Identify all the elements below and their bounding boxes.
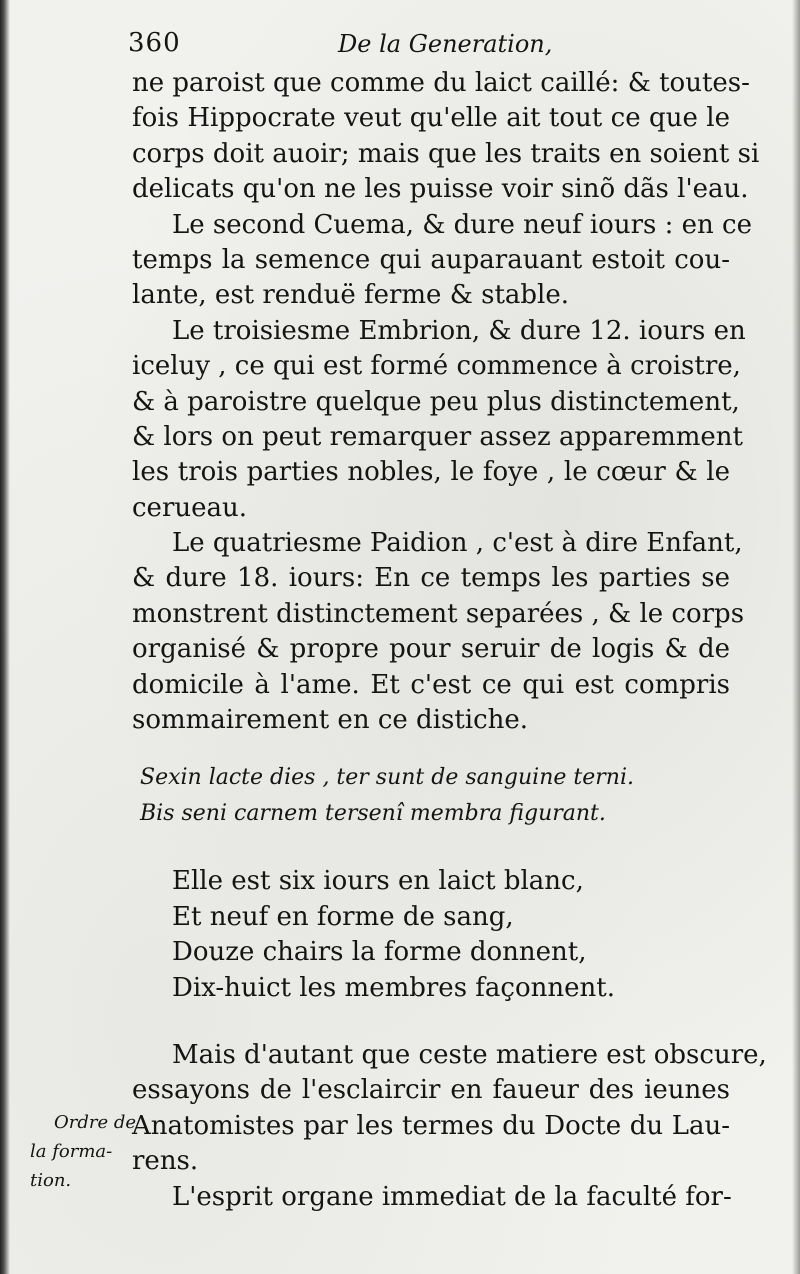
main-text [132, 66, 767, 1215]
page-binding-shadow [0, 0, 10, 1274]
french-verse-line: Douze chairs la forme donnent, [172, 937, 587, 968]
latin-verse-line: Bis seni carnem tersenî membra figurant. [140, 801, 606, 827]
spacer [132, 738, 730, 760]
text-line: iceluy , ce qui est formé commence à croistre, [132, 351, 741, 382]
text-line: Anatomistes par les termes du Docte du Lau- [132, 1110, 730, 1141]
french-verse-line: Dix-huict les membres façonnent. [172, 972, 615, 1003]
page-edge [792, 0, 800, 1274]
text-line: Le quatriesme Paidion , c'est à dire Enfant, [172, 528, 743, 559]
spacer [132, 832, 730, 864]
text-line: cerueau. [132, 492, 248, 523]
text-line: lante, est renduë ferme & stable. [132, 280, 570, 311]
text-line: fois Hippocrate veut qu'elle ait tout ce que le [132, 103, 730, 134]
text-line: Le troisiesme Embrion, & dure 12. iours en [172, 315, 746, 346]
running-title: De la Generation, [338, 30, 553, 58]
text-line: & dure 18. iours: En ce temps les parties se [132, 563, 730, 594]
margin-note-line: Ordre de [53, 1112, 136, 1133]
text-line: essayons de l'esclaircir en faueur des ieunes [132, 1075, 730, 1106]
text-line: corps doit auoir; mais que les traits en soient si [132, 138, 760, 169]
french-verse-line: Et neuf en forme de sang, [172, 901, 514, 932]
page-number: 360 [128, 28, 181, 58]
text-line: ne paroist que comme du laict caillé: & toutes- [132, 68, 750, 98]
text-line: temps la semence qui auparauant estoit cou- [132, 244, 730, 275]
text-line: monstrent distinctement separées , & le corps [132, 598, 745, 629]
spacer [132, 1006, 730, 1038]
text-line: rens. [132, 1146, 199, 1177]
text-line: organisé & propre pour seruir de logis & de [132, 634, 730, 665]
margin-note-line: tion. [30, 1170, 72, 1191]
text-line: L'esprit organe immediat de la faculté for- [172, 1181, 732, 1212]
text-line: delicats qu'on ne les puisse voir sinõ dãs l'eau. [132, 174, 749, 205]
text-line: les trois parties nobles, le foye , le cœur & le [132, 457, 730, 488]
text-line: sommairement en ce distiche. [132, 705, 529, 736]
french-verse-line: Elle est six iours en laict blanc, [172, 866, 584, 897]
running-head [128, 28, 728, 68]
text-line: domicile à l'ame. Et c'est ce qui est compris [132, 669, 730, 700]
latin-verse-line: Sexin lacte dies , ter sunt de sanguine terni. [140, 765, 634, 791]
text-line: Le second Cuema, & dure neuf iours : en ce [172, 209, 752, 240]
text-line: & à paroistre quelque peu plus distinctement, [132, 386, 740, 417]
text-line: & lors on peut remarquer assez apparemment [132, 421, 743, 452]
margin-note [30, 1108, 140, 1195]
text-line: Mais d'autant que ceste matiere est obscure, [172, 1039, 767, 1070]
margin-note-line: la forma- [30, 1141, 113, 1162]
